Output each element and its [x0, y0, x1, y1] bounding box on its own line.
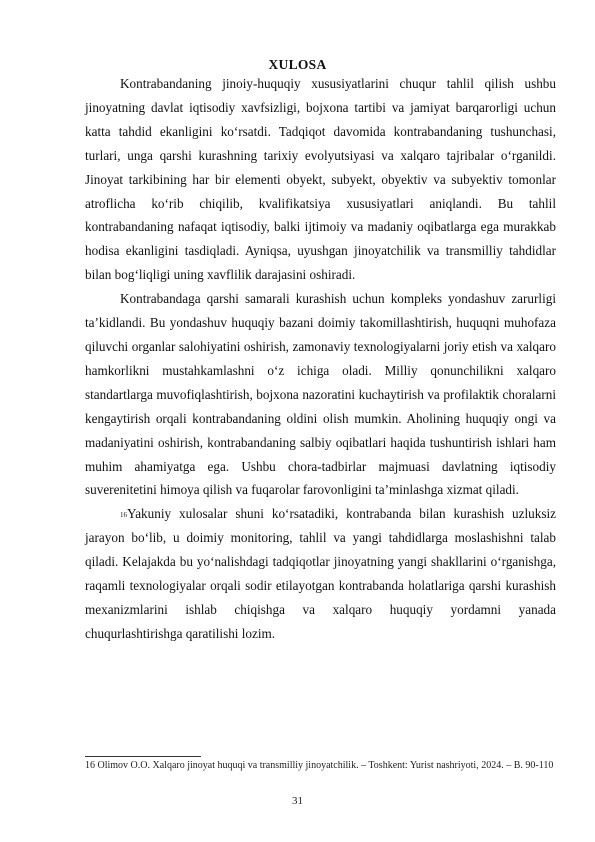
- section-title: XULOSA: [268, 57, 327, 72]
- footnote: 16 Olimov O.O. Xalqaro jinoyat huquqi va transmilliy jinoyatchilik. – Toshkent: Yurist nashriyoti, 2024. – B. 90-110: [85, 760, 554, 771]
- page-number: 31: [292, 795, 303, 807]
- paragraph-3: [85, 502, 556, 645]
- paragraph-1: Kontrabandaning jinoiy-huquqiy xususiyatlarini chuqur tahlil qilish ushbu jinoyatning davlat iqtisodiy xavfsizligi, bojxona tartibi va jamiyat barqarorligi uchun katta tahdid ekanligini ko‘rsatdi. Tadqiqot davomida kontrabandaning tushunchasi, turlari, unga qarshi kurashning tarixiy evolyutsiyasi va xalqaro tajribalar o‘rganildi. Jinoyat tarkibining har bir elementi obyekt, subyekt, obyektiv va subyektiv tomonlar atroflicha ko‘rib chiqilib, kvalifikatsiya xususiyatlari aniqlandi. Bu tahlil kontrabandaning nafaqat iqtisodiy, balki ijtimoiy va madaniy oqibatlarga ega murakkab hodisa ekanligini tasdiqladi. Ayniqsa, uyushgan jinoyatchilik va transmilliy tahdidlar bilan bog‘liqligi uning xavflilik darajasini oshiradi.: [85, 76, 556, 283]
- body-text: [85, 72, 556, 646]
- paragraph-2: Kontrabandaga qarshi samarali kurashish uchun kompleks yondashuv zarurligi ta’kidlandi. Bu yondashuv huquqiy bazani doimiy takomillashtirish, huquqni muhofaza qiluvchi organlar salohiyatini oshirish, zamonaviy texnologiyalarni joriy etish va xalqaro hamkorlikni mustahkamlashni o‘z ichiga oladi. Milliy qonunchilikni xalqaro standartlarga muvofiqlashtirish, bojxona nazoratini kuchaytirish va profilaktik choralarni kengaytirish orqali kontrabandaning oldini olish mumkin. Aholining huquqiy ongi va madaniyatini oshirish, kontrabandaning salbiy oqibatlari haqida tushuntirish ishlari ham muhim ahamiyatga ega. Ushbu chora-tadbirlar majmuasi davlatning iqtisodiy suverenitetini himoya qilish va fuqarolar farovonligini ta’minlashga xizmat qiladi.: [85, 291, 556, 498]
- paragraph-3-text: Yakuniy xulosalar shuni ko‘rsatadiki, kontrabanda bilan kurashish uzluksiz jarayon bo‘lib, u doimiy monitoring, tahlil va yangi tahdidlarga moslashishni talab qiladi. Kelajakda bu yo‘nalishdagi tadqiqotlar jinoyatning yangi shakllarini o‘rganishga, raqamli texnologiyalar orqali sodir etilayotgan kontrabanda holatlariga qarshi kurashish mexanizmlarini ishlab chiqishga va xalqaro huquqiy yordamni yanada chuqurlashtirishga qaratilishi lozim.: [85, 506, 556, 641]
- footnote-marker[interactable]: 16: [120, 511, 127, 520]
- footnote-divider: [85, 756, 201, 757]
